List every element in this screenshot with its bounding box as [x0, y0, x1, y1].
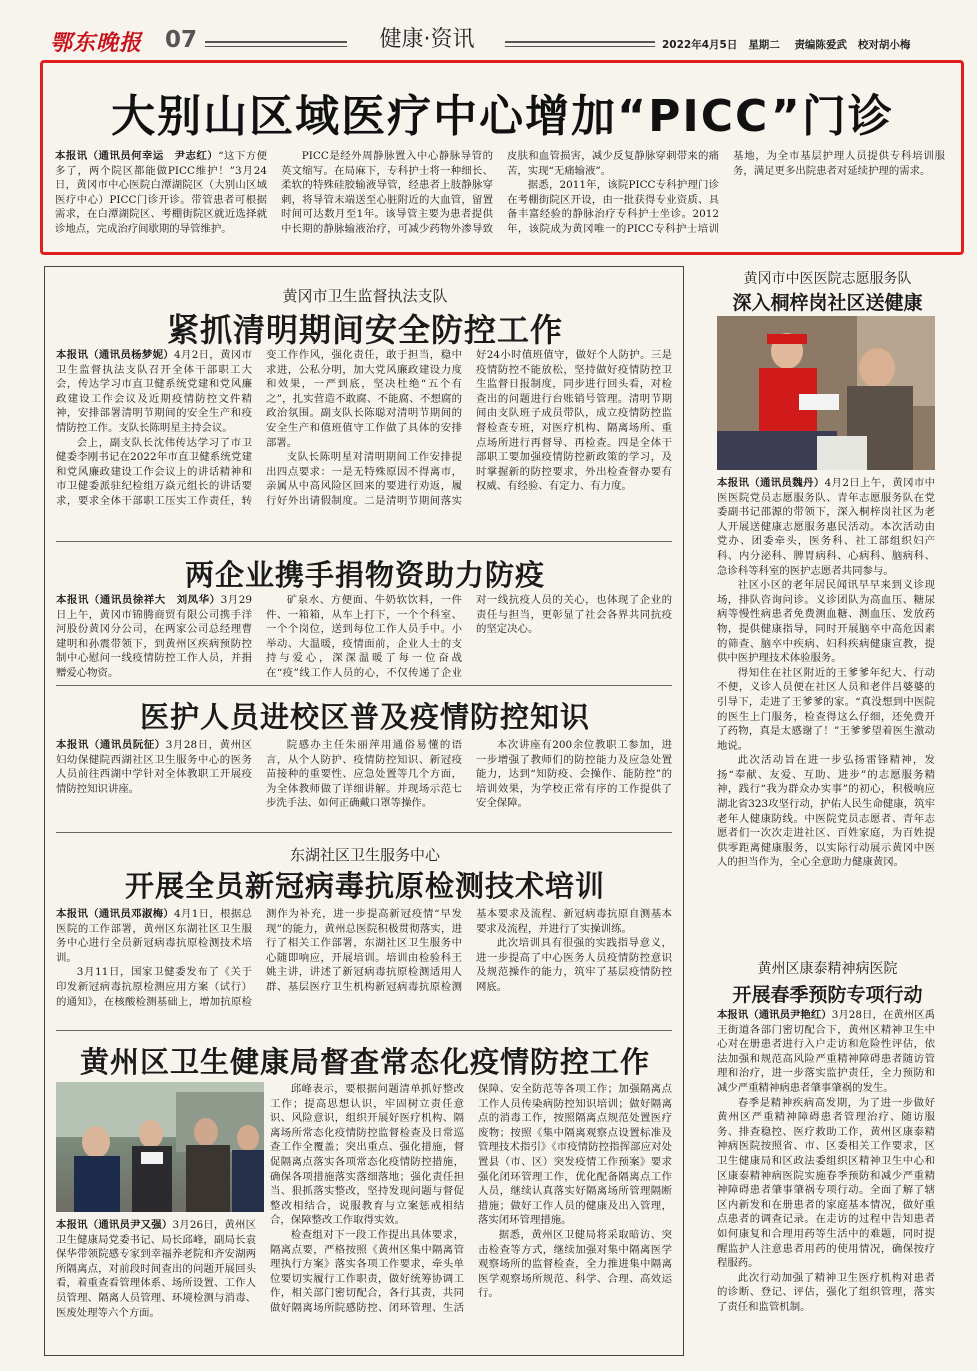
masthead-rule-left — [205, 41, 347, 43]
article-byline: 本报讯（通讯员邓淑梅） — [56, 908, 175, 920]
divider — [56, 685, 672, 686]
divider — [56, 1030, 672, 1031]
article-byline: 本报讯（通讯员杨梦妮） — [56, 349, 175, 361]
lead-paragraph: 据悉，2011年，该院PICC专科护理门诊在考棚街院区开设，由一批获得专业资质、具备丰富经验的静脉治疗专科护士坐诊。2012年，该院成为黄冈唯一的PICC专科护士培训基地，为全市基层护理人员提供专科培训服务，满足更多出院患者对延续护理的需求。 — [507, 150, 945, 235]
article-byline: 本报讯（通讯员尹艳红） — [717, 1009, 832, 1021]
article-body — [56, 738, 672, 826]
article-byline: 本报讯（通讯员阮征） — [56, 739, 166, 751]
article-title: 开展全员新冠病毒抗原检测技术培训 — [124, 869, 605, 903]
article-title: 深入桐梓岗社区送健康 — [732, 292, 923, 314]
article-byline: 本报讯（通讯员尹又强） — [56, 1219, 173, 1231]
article-byline: 本报讯（通讯员徐祥大 刘凤华） — [56, 594, 221, 606]
masthead-rule-right-thin — [505, 46, 655, 47]
article-kicker: 东湖社区卫生服务中心 — [289, 846, 440, 864]
lead-article-title: 大别山区域医疗中心增加“PICC”门诊 — [111, 91, 894, 142]
article-kicker: 黄冈市卫生监督执法支队 — [282, 287, 448, 305]
article-body — [56, 348, 672, 533]
article-paragraph: 此次活动旨在进一步弘扬雷锋精神，发扬“奉献、友爱、互助、进步”的志愿服务精神，践行“我为群众办实事”的初心，积极响应湖北省323攻坚行动，护佑人民生命健康，筑牢老年人健康防线。中医院党员志愿者、青年志愿者们一次次走进社区、百姓家庭，为百姓提供零距离健康服务，以实际行动展示黄冈中医人的担当作为，全心全意助力健康黄冈。 — [717, 754, 935, 869]
article-paragraph: 此次行动加强了精神卫生医疗机构对患者的诊断、登记、评估，强化了组织管理，落实了责任和监管机制。 — [717, 1271, 935, 1313]
lead-paragraph: PICC是经外周静脉置入中心静脉导管的英文缩写。在局麻下，专科护士将一种细长、柔软的特殊硅胶输液导管，经患者上肢静脉穿刺，将导管末端送至心脏附近的大血管，留置时间可达数月至1年。该导管主要为患者提供中长期的静脉输液治疗，可减少药物外渗导致皮肤和血管损害，减少反复静脉穿刺带来的痛苦，实现“无痛输液”。 — [281, 150, 719, 235]
article-paragraph: 3月28日，在黄州区禹王街道各部门密切配合下，黄州区精神卫生中心对在册患者进行入户走访和危险性评估，依法加强和规范高风险严重精神障碍患者随访管理和治疗，进一步落实监护责任，全力预防和减少严重精神病患者肇事肇祸的发生。 — [717, 1009, 935, 1094]
volunteer-photo — [717, 316, 935, 470]
divider — [56, 541, 672, 542]
divider — [56, 832, 672, 833]
masthead — [0, 0, 977, 58]
article-body — [717, 476, 935, 931]
page-number: 07 — [165, 27, 198, 53]
lead-byline: 本报讯（通讯员何幸运 尹志红） — [55, 150, 219, 162]
article-title: 开展春季预防专项行动 — [732, 984, 923, 1006]
article-paragraph: 社区小区的老年居民闻讯早早来到义诊现场，排队咨询问诊。义诊团队为高血压、糖尿病等慢性病患者免费测血糖、测血压、发放药物，提供健康指导，同时开展脑卒中高危因素的筛查、脑卒中疾病、妇科疾病健康宣教，提供中医护理技术体验服务。 — [717, 579, 935, 665]
article-byline: 本报讯（通讯员魏丹） — [717, 477, 825, 489]
article-paragraph: 4月1日，根据总医院的工作部署，黄州区东湖社区卫生服务中心进行全员新冠病毒抗原检测技术培训。 — [56, 908, 252, 964]
article-paragraph: 会上，副支队长沈伟传达学习了市卫健委李刚书记在2022年市直卫健系统党建和党风廉政建设工作会议上的讲话精神和市卫健委派驻纪检组万焱元组长的讲话要求，要求全体干部职工压实工作责任，转变工作作风，强化责任，敢于担当，稳中求进，公私分明，加大党风廉政建设力度和效果，一严到底，坚决杜绝“五个有之”，扎实营造不敢腐、不能腐、不想腐的政治氛围。副支队长陈聪对清明节期间的安全生产和值班值守工作做了具体的安排部署。 — [56, 349, 462, 507]
article-paragraph: 此次培训具有很强的实践指导意义，进一步提高了中心医务人员疫情防控意识及规范操作的能力，筑牢了基层疫情防控网底。 — [476, 937, 672, 993]
article-paragraph: 检查组对下一段工作提出具体要求，隔离点要，严格按照《黄州区集中隔离管理执行方案》落实各项工作要求，牵头单位要切实履行工作职责，做好统筹协调工作，相关部门密切配合，各行其责，共同做好隔离场所院感防控、闭环管理、生活保障、安全防范等各项工作；加强隔离点工作人员传染病防控知识培训；做好隔离点的消毒工作，按照隔离点规范处置医疗废物；按照《集中隔离观察点设置标准及管理技术指引》《市疫情防控指挥部应对处置县（市、区）突发疫情工作预案》要求强化闭环管理工作，优化配备隔离点工作人员，继续认真落实好隔离场所管理隔断措施；做好工作人员的健康及出入管理，落实闭环管理措施。 — [270, 1083, 672, 1314]
article-paragraph: 3月26日，黄州区卫生健康局党委书记、局长邱峰，副局长袁保华带领院感专家到幸福养老院和齐安湖两所隔离点，对前段时间查出的问题开展回头看，着重查看管理体系、场所设置、工作人员管理、隔离人员管理、环境检测与消毒、医废处理等六个方面。 — [56, 1219, 256, 1319]
article-body — [56, 1218, 256, 1340]
masthead-rule-left-thin — [205, 46, 347, 47]
inspection-photo-svg — [56, 1082, 264, 1212]
article-paragraph: 3月28日，黄州区妇幼保健院西湖社区卫生服务中心的医务人员前往西湖中学针对全体教职工开展疫情防控知识讲座。 — [56, 739, 252, 795]
inspection-photo — [56, 1082, 264, 1212]
issue-date: 2022年4月5日 — [662, 39, 738, 51]
article-paragraph: 3月11日，国家卫健委发布了《关于印发新冠病毒抗原检测应用方案（试行）的通知》，在核酸检测基础上，增加抗原检测作为补充，进一步提高新冠疫情“早发现”的能力，黄州总医院积极贯彻落实，进行了相关工作部署，东湖社区卫生服务中心随即响应，开展培训。培训由检验科王姚主讲，讲述了新冠病毒抗原检测适用人群、基层医疗卫生机构新冠病毒抗原检测基本要求及流程、新冠病毒抗原自测基本要求及流程，并进行了实操训练。 — [56, 908, 672, 1008]
article-paragraph: 矿泉水、方便面、牛奶软饮料，一件件、一箱箱，从车上打下，一个个科室、一个个岗位，送到每位工作人员手中。小举动、大温暖，疫情面前，企业人士的支持与爱心，深深温暖了每一位奋战在“疫”线工作人员的心，不仅传递了企业对一线抗疫人员的关心，也体现了企业的责任与担当，更彰显了社会各界共同抗疫的坚定决心。 — [266, 594, 672, 679]
article-paragraph: 4月2日，黄冈市卫生监督执法支队召开全体干部职工大会，传达学习市直卫健系统党建和党风廉政建设工作会议及近期疫情防控文件精神，安排部署清明节期间的安全生产和疫情防控工作。支队长陈明星主持会议。 — [56, 349, 252, 434]
article-paragraph: 春季是精神疾病高发期，为了进一步做好黄州区严重精神障碍患者管理治疗、随访服务、排查稳控、医疗救助工作，黄州区康泰精神病医院按照省、市、区委相关工作要求，区卫生健康局和区政法委组织区精神卫生中心和区康泰精神病医院实施春季预防和减少严重精神障碍患者肇事肇祸专项行动。全面了解了辖区内新发和在册患者的家庭基本情况，做好重点患者的调查记录。在走访的过程中告知患者如何康复和合理用药等生活中的难题，同时提醒监护人注意患者用药的使用情况，确保按疗程服药。 — [717, 1096, 935, 1270]
article-body — [270, 1082, 672, 1340]
article-paragraph: 据悉，黄州区卫健局将采取暗访、突击检查等方式，继续加强对集中隔离医学观察场所的监督检查，全力推进集中隔离医学观察场所规范、科学、合理、高效运行。 — [478, 1228, 672, 1300]
article-paragraph: 本次讲座有200余位教职工参加，进一步增强了教师们的防控能力及应急处置能力，达到“知防疫、会操作、能防控”的培训效果，为学校正常有序的工作提供了安全保障。 — [476, 739, 672, 810]
article-paragraph: 支队长陈明星对清明期间工作安排提出四点要求：一是无特殊原因不得离市，亲属从中高风险区回来的要进行劝返，履行好外出请假制度。二是清明节期间落实好24小时值班值守，做好个人防护。三是疫情防控不能放松，坚持做好疫情防控卫生监督日报制度，同步进行回头看，对检查出的问题进行台账销号管理。清明节期间由支队班子成员带队，成立疫情防控监督检查专班，对医疗机构、隔离场所、重点场所进行再督导、再检查。四是全体干部职工要加强疫情防控新政策的学习，及时掌握新的防控要求，外出检查督办要有权威、有经验、有定力、有力度。 — [266, 349, 672, 507]
article-paragraph: 邱峰表示，要根据问题清单抓好整改工作；提高思想认识，牢固树立责任意识、风险意识，组织开展好医疗机构、隔离场所常态化疫情防控监督检查及日常巡查工作全覆盖；突出重点、强化措施，督促隔离点落实各项常态化疫情防控措施，确保各项措施落实落细落地；强化责任担当、狠抓落实整改，坚持发现问题与督促整改相结合，说服教育与立案惩戒相结合，保障整改工作取得实效。 — [270, 1083, 464, 1227]
article-paragraph: 3月29日上午，黄冈市锦腾商贸有限公司携手洋河股份黄冈分公司，在两家公司总经理曹建明和孙震带领下，到黄州区疾病预防控制中心慰问一线疫情防控工作人员，并捐赠爱心物资。 — [56, 594, 252, 679]
lead-paragraph: “这下方便多了，两个院区都能做PICC维护！”3月24日，黄冈市中心医院白潭湖院区（大别山区域医疗中心）PICC门诊开诊。带管患者可根据需求，在白潭湖院区、考棚街院区就近选择就诊地点，完成治疗间歇期的导管维护。 — [55, 150, 268, 235]
article-paragraph: 院感办主任朱丽萍用通俗易懂的语言，从个人防护、疫情防控知识、新冠疫苗接种的重要性、应急处置等几个方面，为全体教师做了详细讲解。并现场示范七步洗手法、如何正确戴口罩等操作。 — [266, 739, 462, 810]
volunteer-photo-svg — [717, 316, 935, 470]
article-body — [56, 593, 672, 681]
masthead-rule-right — [505, 41, 655, 43]
article-paragraph: 得知住在社区附近的王爹爹年纪大、行动不便，义诊人员便在社区人员和老伴吕婆婆的引导下，走进了王爹爹的家。“真没想到中医院的医生上门服务，检查得这么仔细，还免费开了药物，真是太感谢了！”王爹爹望着医生激动地说。 — [717, 666, 935, 752]
article-title: 紧抓清明期间安全防控工作 — [166, 311, 563, 349]
article-title: 黄州区卫生健康局督查常态化疫情防控工作 — [79, 1045, 650, 1079]
article-kicker: 黄州区康泰精神病医院 — [757, 961, 898, 977]
editor-credit: 责编陈爱武 — [794, 39, 847, 51]
article-title: 医护人员进校区普及疫情防控知识 — [139, 700, 590, 734]
lead-article-body — [55, 149, 945, 239]
issue-weekday: 星期二 — [748, 39, 780, 51]
section-title: 健康·资讯 — [379, 27, 475, 52]
article-title: 两企业携手捐物资助力防疫 — [184, 558, 545, 592]
article-body — [717, 1008, 935, 1353]
proofreader-credit: 校对胡小梅 — [857, 39, 911, 51]
article-paragraph: 4月2日上午，黄冈市中医医院党员志愿服务队、青年志愿服务队在党委副书记邵源的带领下，深入桐梓岗社区为老人开展送健康志愿服务惠民活动。本次活动由党办、团委牵头，医务科、社工部组织妇产科、内分泌科、脾胃病科、心病科、脑病科、急诊科等科室的医护志愿者共同参与。 — [717, 477, 935, 577]
article-kicker: 黄冈市中医医院志愿服务队 — [743, 271, 912, 287]
masthead-info — [662, 37, 910, 52]
paper-logo: 鄂东晚报 — [50, 30, 143, 56]
article-body — [56, 907, 672, 1017]
